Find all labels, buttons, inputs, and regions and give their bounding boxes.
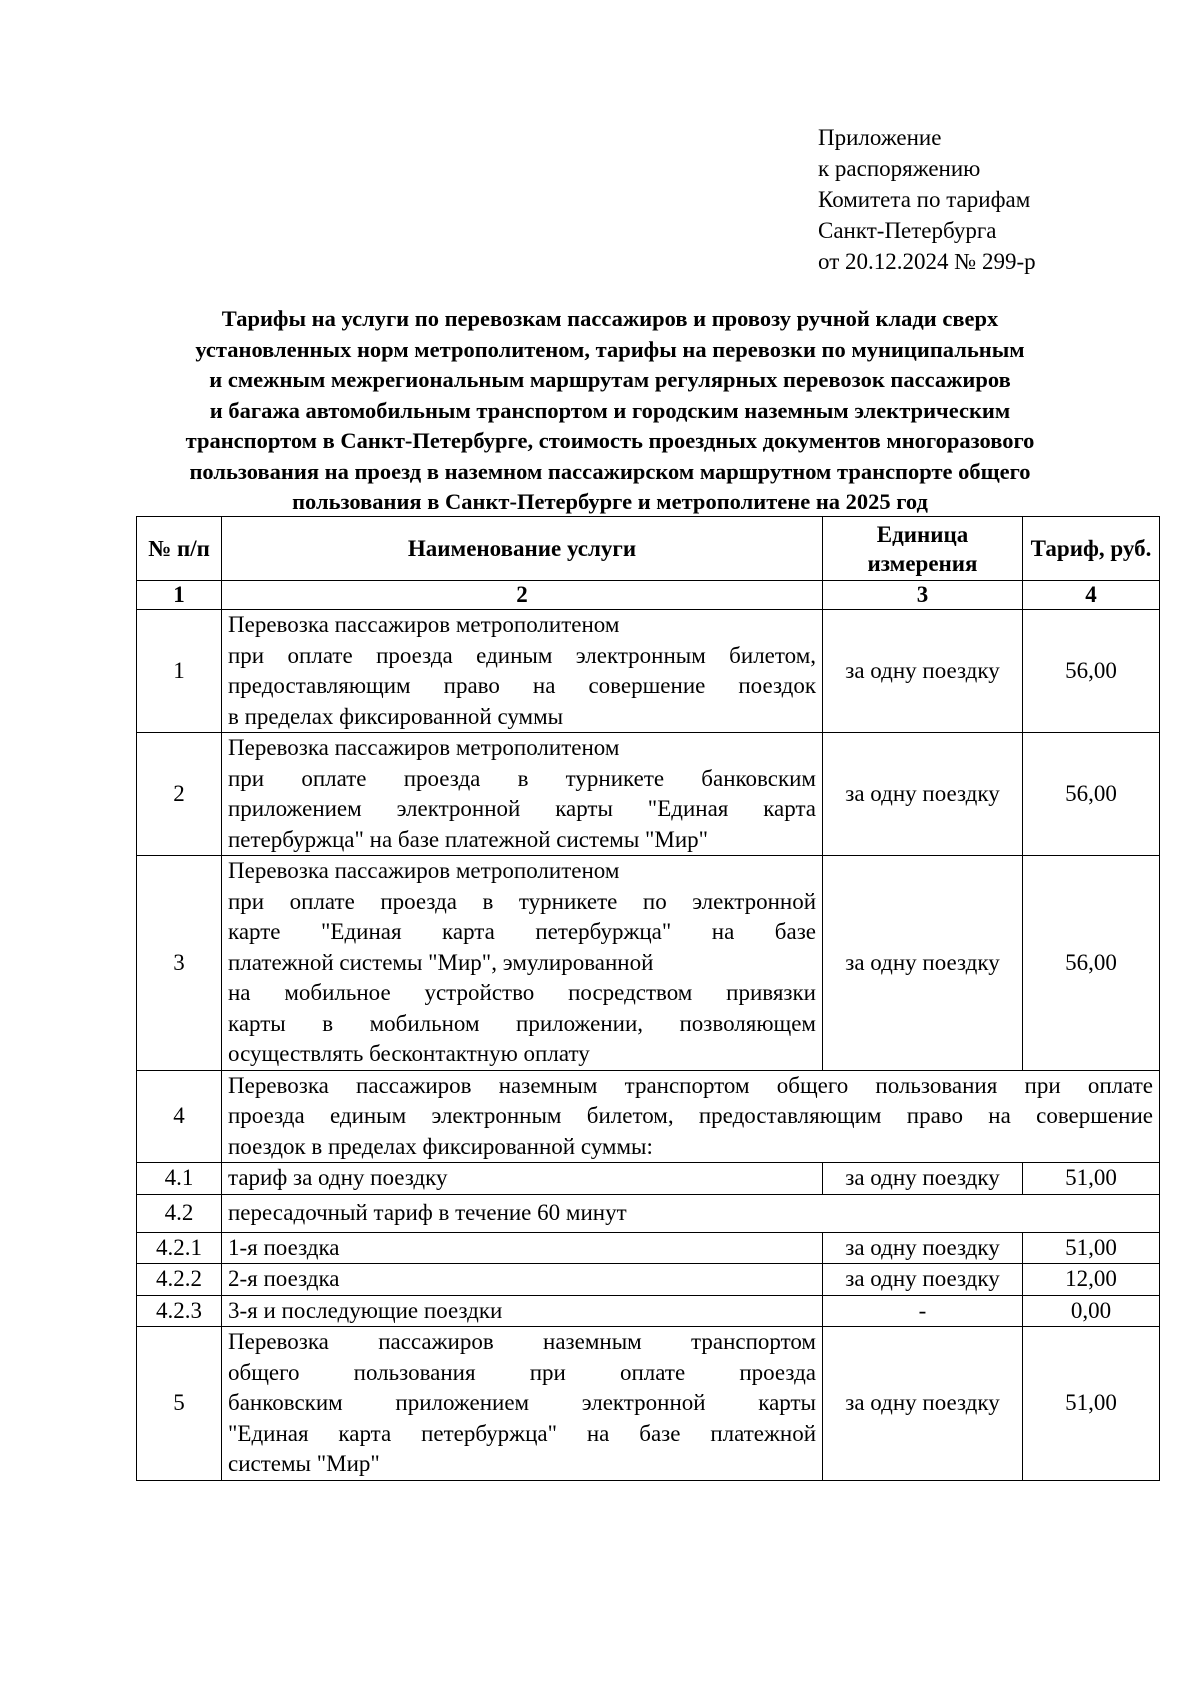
row-unit: -: [823, 1295, 1023, 1327]
description-line: Перевозка пассажиров наземным транспортом: [228, 1329, 816, 1354]
appendix-block: [818, 122, 1036, 277]
title-line: транспортом в Санкт-Петербурге, стоимость проездных документов многоразового: [185, 428, 1035, 453]
title-line: и смежным межрегиональным маршрутам регулярных перевозок пассажиров: [209, 367, 1011, 392]
title-line: и багажа автомобильным транспортом и городским наземным электрическим: [209, 397, 1011, 423]
row-tariff: 51,00: [1023, 1232, 1160, 1264]
table-row: [137, 610, 1160, 733]
row-description: [222, 733, 823, 856]
description-line: петербуржца" на базе платежной системы "Мир": [228, 826, 709, 852]
row-num: 4.2.1: [137, 1232, 222, 1264]
table-row: [137, 733, 1160, 856]
description-line: в пределах фиксированной суммы: [228, 703, 564, 729]
row-tariff: 51,00: [1023, 1327, 1160, 1481]
table-header-row: [137, 517, 1160, 581]
row-description: [222, 610, 823, 733]
description-line: платежной системы "Мир", эмулированной: [228, 949, 654, 975]
description-line: на мобильное устройство посредством привязки: [228, 980, 816, 1005]
appendix-line: Приложение: [818, 125, 942, 150]
header-unit: Единица измерения: [823, 517, 1023, 581]
row-description: тариф за одну поездку: [222, 1163, 823, 1195]
appendix-line: Комитета по тарифам: [818, 187, 1031, 212]
row-tariff: 0,00: [1023, 1295, 1160, 1327]
row-tariff: 56,00: [1023, 610, 1160, 733]
row-tariff: 12,00: [1023, 1264, 1160, 1296]
appendix-line: к распоряжению: [818, 156, 981, 181]
row-tariff: 51,00: [1023, 1163, 1160, 1195]
description-line: при оплате проезда в турникете по электронной: [228, 888, 816, 914]
table-row: [137, 1264, 1160, 1296]
description-line: Перевозка пассажиров наземным транспортом общего пользования при оплате: [228, 1072, 1153, 1098]
tariffs-table: [136, 516, 1160, 1481]
row-unit: за одну поездку: [823, 856, 1023, 1071]
row-unit: за одну поездку: [823, 1232, 1023, 1264]
row-num: 4: [137, 1070, 222, 1163]
column-number: 2: [222, 581, 823, 610]
document-title: [140, 304, 1080, 518]
row-unit: за одну поездку: [823, 1264, 1023, 1296]
row-description: [222, 1327, 823, 1481]
header-name: Наименование услуги: [222, 517, 823, 581]
description-line: при оплате проезда единым электронным билетом,: [228, 642, 816, 668]
row-num: 4.2: [137, 1194, 222, 1232]
row-description: пересадочный тариф в течение 60 минут: [222, 1194, 1160, 1232]
column-number-row: [137, 581, 1160, 610]
description-line: общего пользования при оплате проезда: [228, 1359, 816, 1385]
row-num: 4.2.3: [137, 1295, 222, 1327]
description-line: банковским приложением электронной карты: [228, 1390, 816, 1415]
row-tariff: 56,00: [1023, 733, 1160, 856]
row-tariff: 56,00: [1023, 856, 1160, 1071]
description-line: системы "Мир": [228, 1451, 380, 1476]
row-description: [222, 856, 823, 1071]
column-number: 1: [137, 581, 222, 610]
title-line: Тарифы на услуги по перевозкам пассажиров и провозу ручной клади сверх: [221, 306, 999, 331]
table-row: [137, 856, 1160, 1071]
appendix-line: от 20.12.2024 № 299-р: [818, 249, 1036, 274]
row-num: 4.1: [137, 1163, 222, 1195]
table-row: [137, 1295, 1160, 1327]
title-line: пользования в Санкт-Петербурге и метрополитене на 2025 год: [292, 489, 928, 514]
appendix-line: Санкт-Петербурга: [818, 218, 997, 243]
description-line: Перевозка пассажиров метрополитеном: [228, 858, 620, 883]
description-line: приложением электронной карты "Единая карта: [228, 796, 816, 821]
row-description: [222, 1070, 1160, 1163]
row-unit: за одну поездку: [823, 733, 1023, 856]
description-line: Перевозка пассажиров метрополитеном: [228, 612, 620, 637]
title-line: пользования на проезд в наземном пассажирском маршрутном транспорте общего: [189, 458, 1031, 484]
column-number: 4: [1023, 581, 1160, 610]
description-line: осуществлять бесконтактную оплату: [228, 1041, 590, 1066]
table-row: [137, 1163, 1160, 1195]
row-num: 1: [137, 610, 222, 733]
description-line: карте "Единая карта петербуржца" на базе: [228, 919, 816, 944]
description-line: при оплате проезда в турникете банковским: [228, 765, 816, 791]
row-num: 2: [137, 733, 222, 856]
row-num: 5: [137, 1327, 222, 1481]
header-tariff: Тариф, руб.: [1023, 517, 1160, 581]
row-unit: за одну поездку: [823, 1327, 1023, 1481]
description-line: поездок в пределах фиксированной суммы:: [228, 1133, 653, 1159]
description-line: Перевозка пассажиров метрополитеном: [228, 735, 620, 760]
header-num: № п/п: [137, 517, 222, 581]
description-line: проезда единым электронным билетом, предоставляющим право на совершение: [228, 1103, 1153, 1128]
row-description: 1-я поездка: [222, 1232, 823, 1264]
title-line: установленных норм метрополитеном, тарифы на перевозки по муниципальным: [195, 336, 1025, 362]
row-unit: за одну поездку: [823, 1163, 1023, 1195]
row-description: 2-я поездка: [222, 1264, 823, 1296]
table-row: [137, 1070, 1160, 1163]
table-row: [137, 1327, 1160, 1481]
column-number: 3: [823, 581, 1023, 610]
description-line: "Единая карта петербуржца" на базе платежной: [228, 1420, 816, 1446]
description-line: карты в мобильном приложении, позволяющем: [228, 1010, 816, 1036]
row-num: 4.2.2: [137, 1264, 222, 1296]
table-row: [137, 1194, 1160, 1232]
row-unit: за одну поездку: [823, 610, 1023, 733]
row-num: 3: [137, 856, 222, 1071]
row-description: 3-я и последующие поездки: [222, 1295, 823, 1327]
description-line: предоставляющим право на совершение поездок: [228, 673, 816, 698]
table-row: [137, 1232, 1160, 1264]
